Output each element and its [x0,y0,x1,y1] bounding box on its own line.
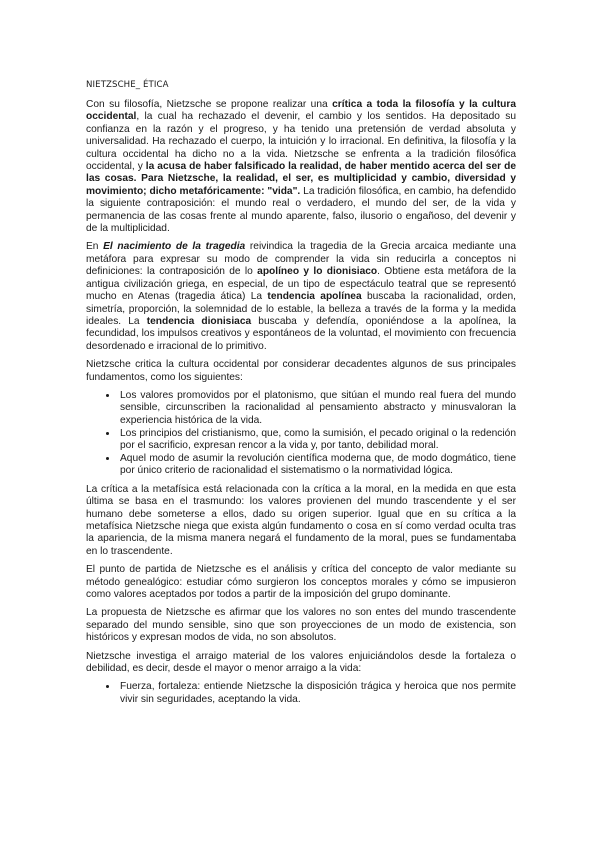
paragraph-tragedy [86,241,516,353]
list-item: • Los valores promovidos por el platonismo, que sitúan el mundo real fuera del mundo sensible, circunscriben la racionalidad al pensamiento abstracto y minusvaloran la experiencia histórica de la vida. [118,390,516,427]
bold-text: tendencia apolínea [267,291,362,303]
paragraph-values: Nietzsche investiga el arraigo material de los valores enjuiciándolos desde la fortaleza o debilidad, es decir, desde el mayor o menor arraigo a la vida: [86,650,516,675]
list-item: • Los principios del cristianismo, que, como la sumisión, el pecado original o la redención por el sacrificio, expresan rencor a la vida y, por tanto, debilidad moral. [118,428,516,453]
text-run: , la cual ha rechazado el devenir, el cambio y los sentidos. Ha depositado su confianza en la razón y el progreso, y ha tenido una pretensión de verdad absoluta y universalidad. Ha rechazado el cuerpo, la intuición y lo irracional. En definitiva, la filosofía y la cultura occidental ha dicho no a la vida. Nietzsche se enfrenta a la tradición filosófica occidental, y [86,111,516,173]
paragraph-proposal: La propuesta de Nietzsche es afirmar que los valores no son entes del mundo trascendente separado del mundo sensible, sino que son proyecciones de un modo de existencia, son históricos y expresan modos de vida, no son absolutos. [86,607,516,644]
text-run: reivindica la tragedia de la Grecia arcaica mediante una metáfora para expresar su modo de comprender la vida sin reducirla a conceptos ni definiciones: la contraposición de lo [86,241,517,278]
text-run: Con su filosofía, Nietzsche se propone realizar una [86,99,333,110]
text-run: La tradición filosófica, en cambio, ha defendido la siguiente contraposición: el mundo real o verdadero, el mundo del ser, de la vida y permanencia de las cosas frente al mundo aparente, falso, ilusorio o engañoso, del devenir y de la multiplicidad. [86,185,516,235]
text-run: buscaba y defendía, oponiéndose a la apolínea, la fecundidad, los impulsos creativos y espontáneos de la voluntad, el movimiento con frecuencia desordenado e irracional de lo primitivo. [86,315,516,352]
document-heading: NIETZSCHE_ ÉTICA [86,80,169,90]
paragraph-intro [86,99,516,235]
paragraph-critique: Nietzsche critica la cultura occidental por considerar decadentes algunos de sus principales fundamentos, como los siguientes: [86,359,516,383]
paragraph-genealogy: El punto de partida de Nietzsche es el análisis y crítica del concepto de valor mediante su método genealógico: estudiar cómo surgieron los conceptos morales y cómo se impusieron como valores aceptados por todos a partir de la imposición del grupo dominante. [86,564,516,601]
document-body [86,80,516,712]
text-run: . Obtiene esta metáfora de la antigua civilización griega, en especial, de un tipo de espectáculo teatral que se representó mucho en Atenas (tragedia ática) La [86,266,516,303]
values-list [86,681,516,706]
list-item: • Aquel modo de asumir la revolución científica moderna que, de modo dogmático, tiene por único criterio de racionalidad el sistematismo o la normatividad lógica. [118,453,516,478]
list-item: • Fuerza, fortaleza: entiende Nietzsche la disposición trágica y heroica que nos permite vivir sin seguridades, aceptando la vida. [118,681,516,706]
text-run: buscaba la racionalidad, orden, simetría, proporción, la solemnidad de lo estable, la belleza a través de la forma y la medida ideales. La [86,291,516,327]
paragraph-metaphysics: La crítica a la metafísica está relacionada con la crítica a la moral, en la medida en que esta última se basa en el trasmundo: los valores provienen del mundo trascendente y el ser humano debe someterse a ellos, dado su origen superior. Igual que en su crítica a la metafísica Nietzsche niega que exista algún fundamento o cosa en sí como verdad oculta tras la apariencia, de la misma manera negará el fundamento de la moral, pues se fundamentaba en lo trascendente. [86,483,516,557]
book-title: El nacimiento de la tragedia [103,241,246,253]
bold-text: apolíneo y lo dionisiaco [257,266,378,278]
critique-list [86,390,516,478]
text-run: En [86,241,104,253]
bold-text: crítica a toda la filosofía y la cultura occidental [86,99,516,123]
bold-text: tendencia dionisiaca [146,315,252,327]
bold-text: la acusa de haber falsificado la realidad, de haber mentido acerca del ser de las cosas. Para Nietzsche, la realidad, el ser, es multiplicidad y cambio, diversidad y movimiento; dicho metafóricamente: "vida". [86,161,516,197]
